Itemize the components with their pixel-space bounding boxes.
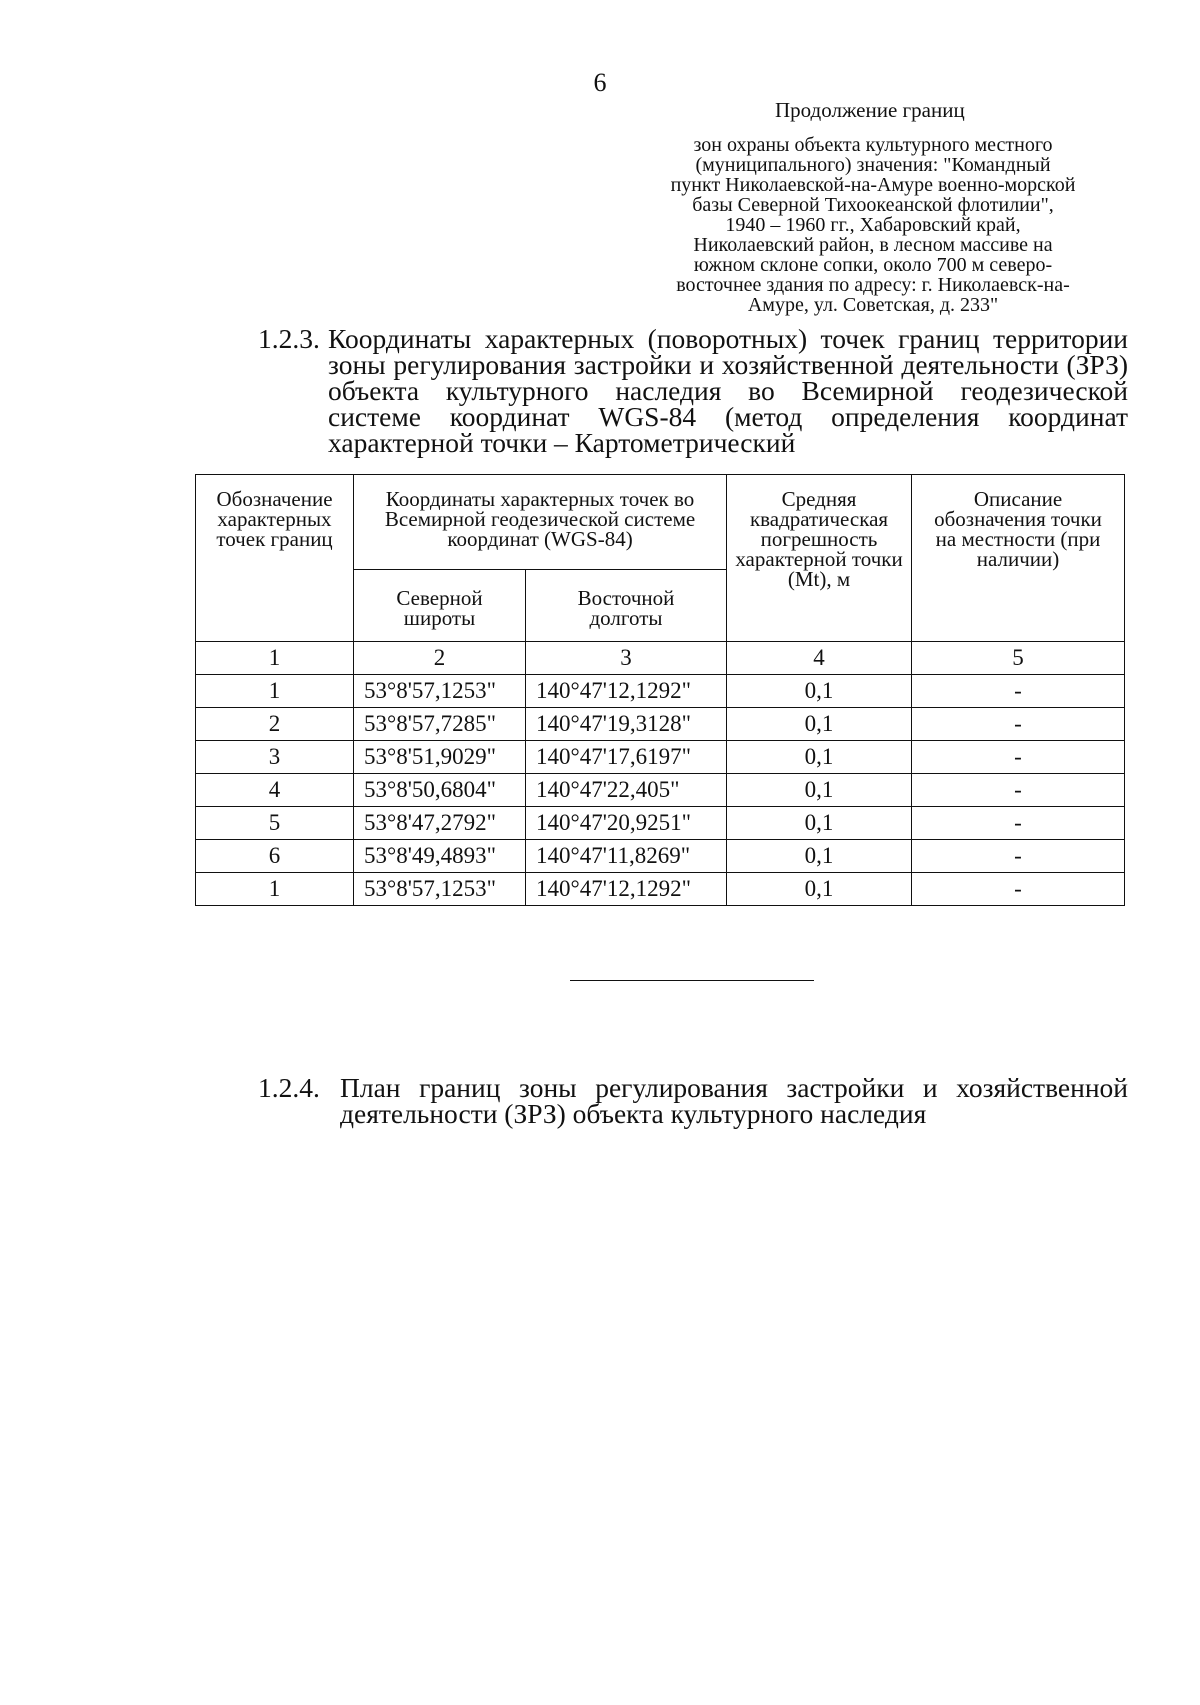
table-row — [196, 840, 1125, 873]
continuation-body: зон охраны объекта культурного местного (муниципального) значения: "Командный пункт Николаевской-на-Амуре военно-морской базы Северной Тихоокеанской флотилии", 1940 – 1960 гг., Хабаровский край, Николаевский район, в лесном массиве на южном склоне сопки, около 700 м северо- восточнее здания по адресу: г. Николаевск-на- Амуре, ул. Советская, д. 233" — [670, 134, 1076, 316]
mean-error-value: 0,1 — [727, 675, 912, 708]
separator-line — [570, 980, 814, 981]
latitude-value: 53°8'57,1253" — [354, 675, 526, 708]
table-row — [196, 774, 1125, 807]
latitude-value: 53°8'50,6804" — [354, 774, 526, 807]
point-id: 1 — [196, 873, 354, 906]
column-number: 1 — [196, 642, 354, 675]
point-id: 2 — [196, 708, 354, 741]
point-id: 6 — [196, 840, 354, 873]
mean-error-value: 0,1 — [727, 741, 912, 774]
section-number: 1.2.3. — [258, 323, 320, 354]
mean-error-value: 0,1 — [727, 774, 912, 807]
header-point-id: Обозначение характерных точек границ — [196, 475, 354, 642]
table-row — [196, 807, 1125, 840]
table-row — [196, 708, 1125, 741]
latitude-value: 53°8'51,9029" — [354, 741, 526, 774]
point-id: 1 — [196, 675, 354, 708]
section-1-2-3 — [258, 323, 1128, 458]
description-value: - — [912, 741, 1125, 774]
longitude-value: 140°47'19,3128" — [526, 708, 727, 741]
header-mean-error: Средняя квадратическая погрешность характерной точки (Mt), м — [727, 475, 912, 642]
longitude-value: 140°47'12,1292" — [526, 675, 727, 708]
point-id: 5 — [196, 807, 354, 840]
latitude-value: 53°8'49,4893" — [354, 840, 526, 873]
mean-error-value: 0,1 — [727, 807, 912, 840]
latitude-value: 53°8'57,1253" — [354, 873, 526, 906]
mean-error-value: 0,1 — [727, 840, 912, 873]
column-number: 3 — [526, 642, 727, 675]
latitude-value: 53°8'47,2792" — [354, 807, 526, 840]
point-id: 3 — [196, 741, 354, 774]
description-value: - — [912, 675, 1125, 708]
section-number: 1.2.4. — [258, 1072, 320, 1103]
mean-error-value: 0,1 — [727, 708, 912, 741]
description-value: - — [912, 807, 1125, 840]
column-number: 2 — [354, 642, 526, 675]
section-text: План границ зоны регулирования застройки и хозяйственной деятельности (ЗРЗ) объекта культурного наследия — [340, 1072, 1128, 1129]
point-id: 4 — [196, 774, 354, 807]
header-description: Описание обозначения точки на местности (при наличии) — [912, 475, 1125, 642]
header-latitude: Северной широты — [354, 570, 526, 642]
table-row — [196, 741, 1125, 774]
header-longitude: Восточной долготы — [526, 570, 727, 642]
coordinates-table — [195, 474, 1125, 906]
longitude-value: 140°47'22,405" — [526, 774, 727, 807]
latitude-value: 53°8'57,7285" — [354, 708, 526, 741]
continuation-title: Продолжение границ — [775, 98, 965, 122]
longitude-value: 140°47'12,1292" — [526, 873, 727, 906]
section-1-2-4 — [258, 1072, 1128, 1129]
description-value: - — [912, 840, 1125, 873]
table-row — [196, 675, 1125, 708]
column-number: 4 — [727, 642, 912, 675]
section-text: Координаты характерных (поворотных) точек границ территории зоны регулирования застройки и хозяйственной деятельности (ЗРЗ) объекта культурного наследия во Всемирной геодезической системе координат WGS-84 (метод определения координат характерной точки – Картометрический — [328, 323, 1128, 458]
description-value: - — [912, 774, 1125, 807]
table-row — [196, 873, 1125, 906]
description-value: - — [912, 873, 1125, 906]
description-value: - — [912, 708, 1125, 741]
column-number: 5 — [912, 642, 1125, 675]
longitude-value: 140°47'11,8269" — [526, 840, 727, 873]
page-number: 6 — [593, 68, 607, 97]
header-coordinates: Координаты характерных точек во Всемирной геодезической системе координат (WGS-84) — [354, 475, 727, 570]
mean-error-value: 0,1 — [727, 873, 912, 906]
column-number-row — [196, 642, 1125, 675]
longitude-value: 140°47'20,9251" — [526, 807, 727, 840]
longitude-value: 140°47'17,6197" — [526, 741, 727, 774]
